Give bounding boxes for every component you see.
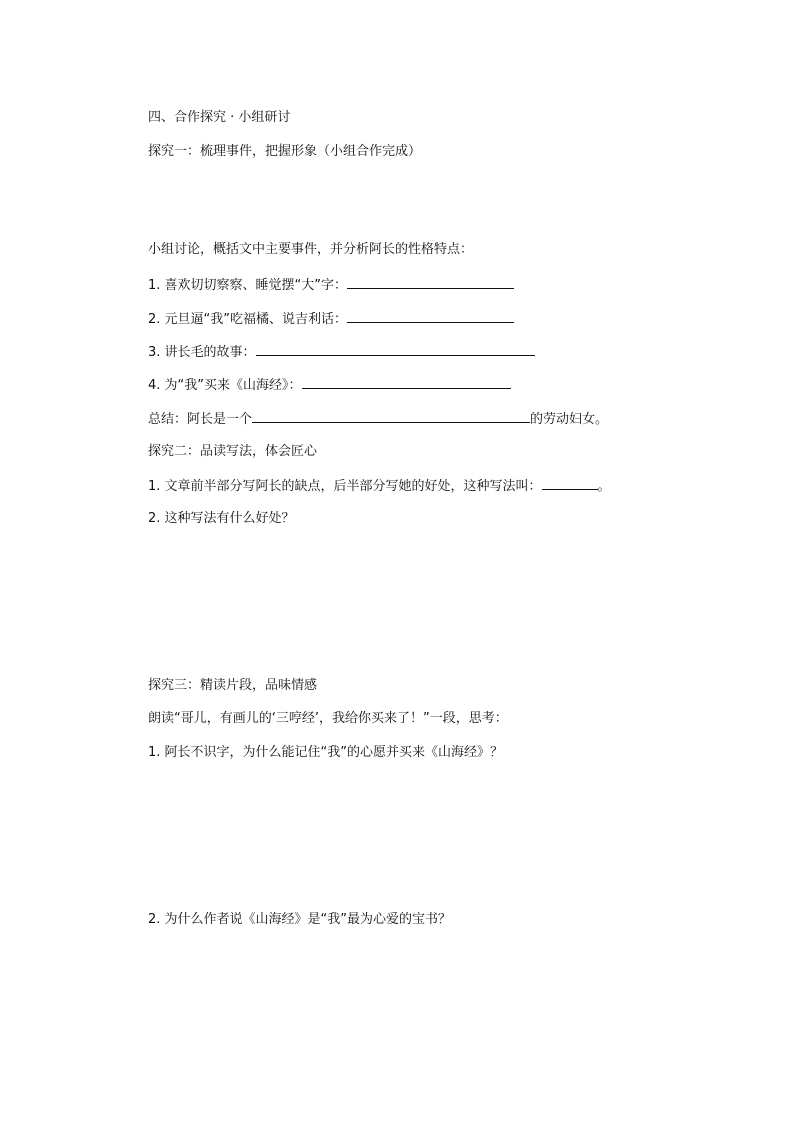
answer-blank-1[interactable] (347, 276, 514, 289)
event-item-4-text: 4. 为“我”买来《山海经》： (148, 378, 302, 393)
event-item-3-text: 3. 讲长毛的故事： (148, 345, 256, 360)
inquiry2-q2: 2. 这种写法有什么好处？ (148, 511, 295, 526)
section-title: 四、合作探究 · 小组研讨 (148, 110, 291, 125)
inquiry2-title: 探究二：品读写法，体会匠心 (148, 444, 318, 459)
inquiry3-title: 探究三：精读片段，品味情感 (148, 678, 318, 693)
event-item-3 (148, 343, 535, 362)
summary-line (148, 410, 608, 429)
inquiry1-prompt: 小组讨论，概括文中主要事件，并分析阿长的性格特点： (148, 242, 474, 257)
summary-prefix: 总结：阿长是一个 (148, 412, 253, 427)
answer-blank-3[interactable] (256, 343, 535, 356)
inquiry3-prompt: 朗读“哥儿，有画儿的‘三哼经’，我给你买来了！”一段，思考： (148, 711, 508, 726)
event-item-1-text: 1. 喜欢切切察察、睡觉摆“大”字： (148, 278, 348, 293)
inquiry2-q1-text: 1. 文章前半部分写阿长的缺点，后半部分写她的好处，这种写法叫： (148, 479, 542, 494)
inquiry1-title: 探究一：梳理事件，把握形象（小组合作完成） (148, 144, 422, 159)
writing-method-blank[interactable] (542, 477, 598, 490)
event-item-1 (148, 276, 514, 295)
answer-blank-2[interactable] (347, 310, 514, 323)
inquiry2-q1-end: 。 (597, 479, 611, 494)
event-item-2-text: 2. 元旦逼“我”吃福橘、说吉利话： (148, 312, 348, 327)
summary-suffix: 的劳动妇女。 (530, 412, 609, 427)
event-item-4 (148, 376, 511, 395)
inquiry3-q1: 1. 阿长不识字，为什么能记住“我”的心愿并买来《山海经》？ (148, 745, 504, 760)
inquiry3-q2: 2. 为什么作者说《山海经》是“我”最为心爱的宝书？ (148, 912, 452, 927)
inquiry2-q1 (148, 477, 611, 496)
summary-blank[interactable] (252, 410, 530, 423)
event-item-2 (148, 310, 514, 329)
answer-blank-4[interactable] (302, 376, 511, 389)
